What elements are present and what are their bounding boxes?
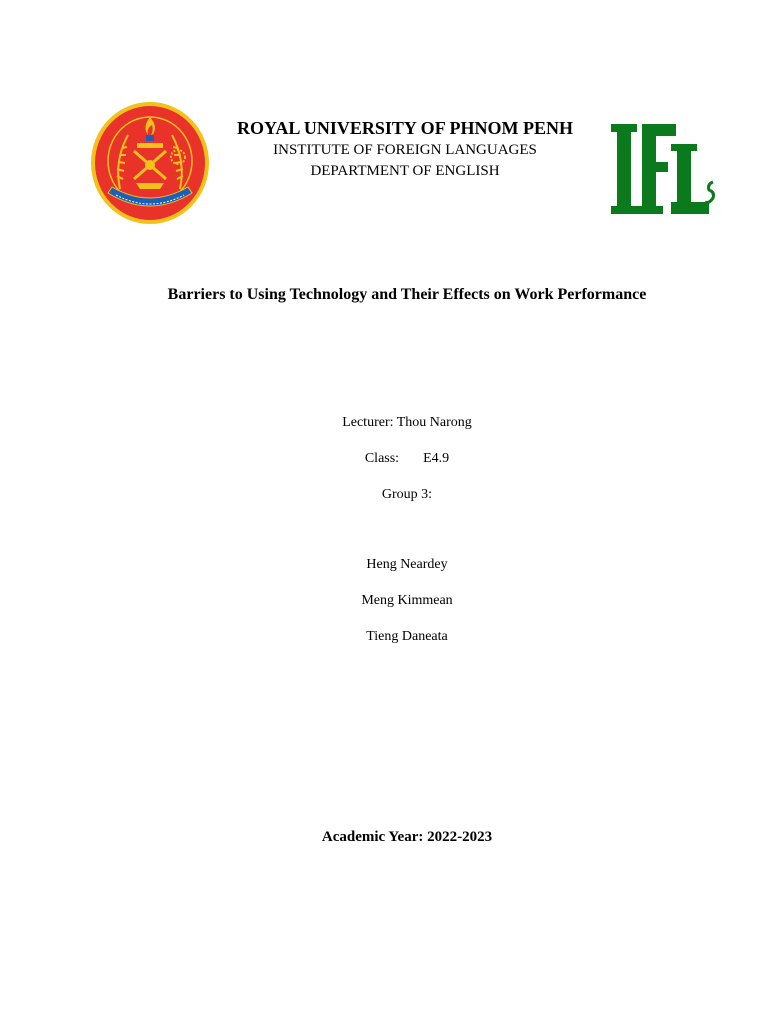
group-member: Meng Kimmean [361,593,453,608]
ifl-logo-icon [609,122,721,216]
department-name: DEPARTMENT OF ENGLISH [310,163,500,179]
academic-year: Academic Year: 2022-2023 [321,829,493,845]
document-title: Barriers to Using Technology and Their Effects on Work Performance [167,286,647,303]
lecturer-line [0,414,768,432]
class-line [0,450,768,468]
group-member: Tieng Daneata [366,629,448,644]
group-label: Group 3: [381,487,433,502]
class-value: E4.9 [423,451,450,466]
university-seal-icon [90,101,210,225]
institution-header [225,116,585,182]
university-name: ROYAL UNIVERSITY OF PHNOM PENH [236,118,574,138]
group-member: Heng Neardey [366,557,448,572]
lecturer-name: Thou Narong [396,415,472,430]
institute-name: INSTITUTE OF FOREIGN LANGUAGES [273,142,537,158]
class-label: Class: [364,451,400,466]
lecturer-label: Lecturer: [342,415,394,430]
